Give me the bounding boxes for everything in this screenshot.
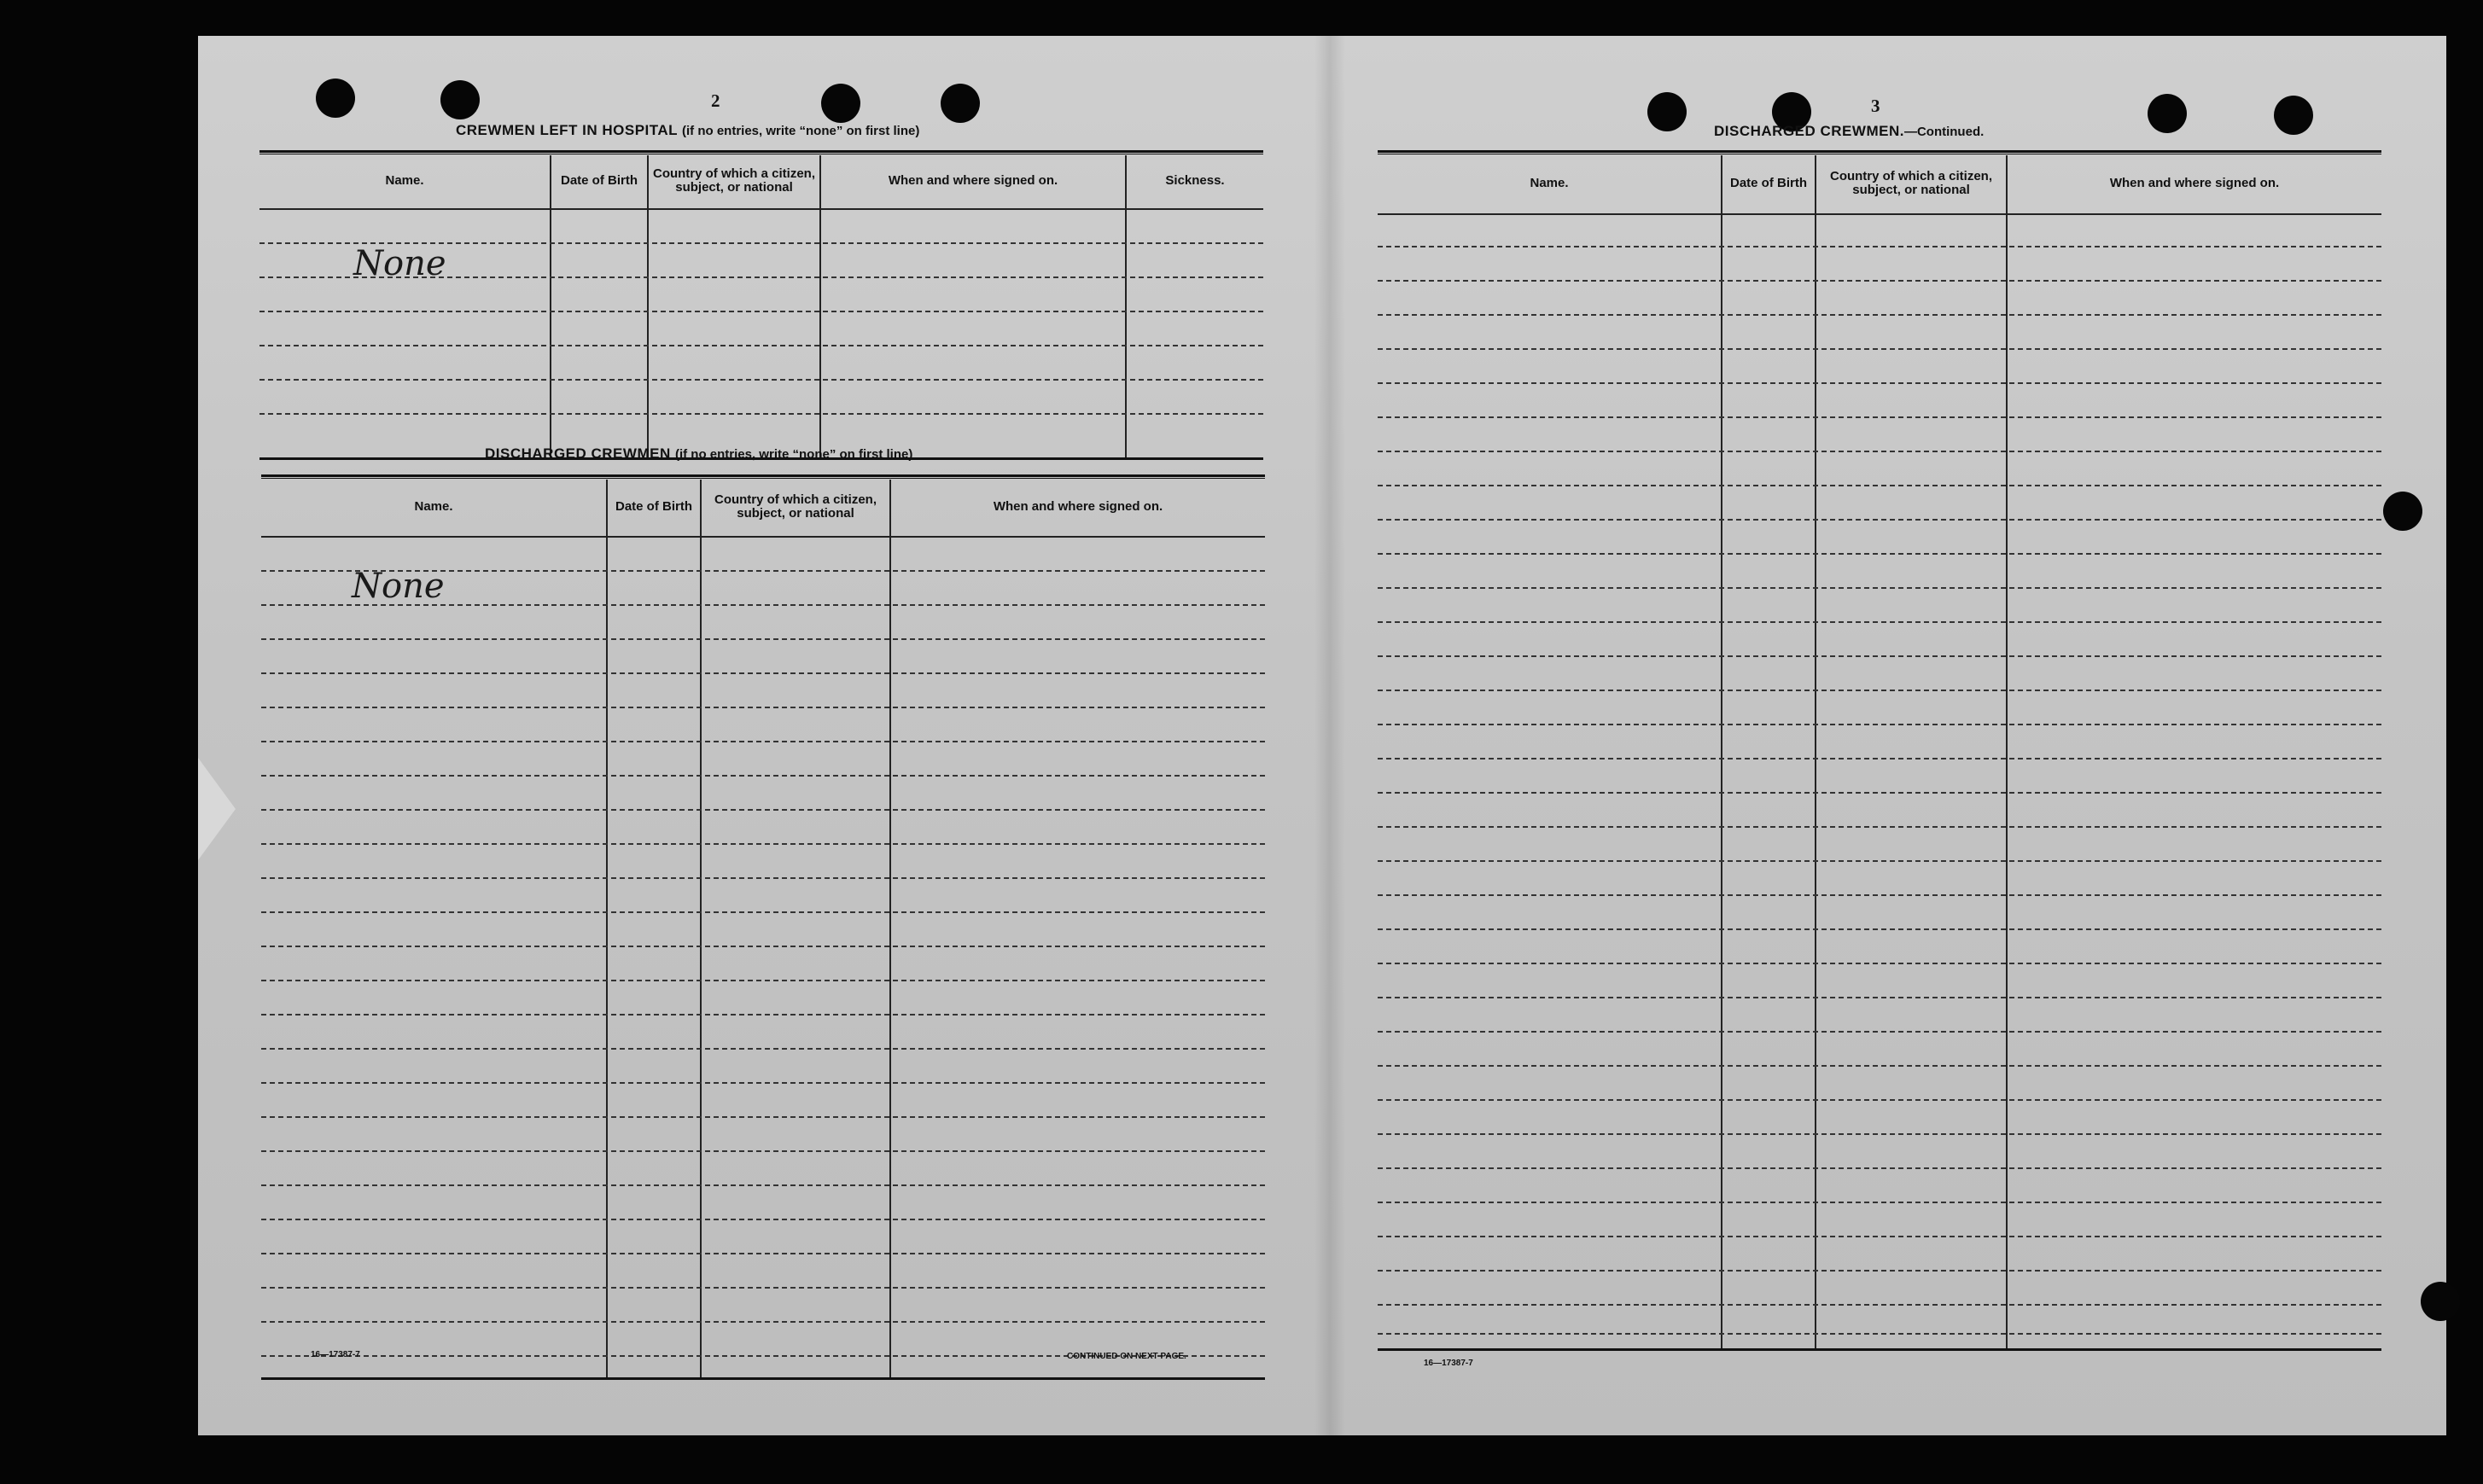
header-name: Name. — [385, 173, 424, 188]
handwritten-entry: None — [353, 244, 446, 283]
punch-hole — [316, 79, 355, 118]
header-country: Country of which a citizen, subject, or national — [714, 492, 877, 521]
discharged-continued-table — [1378, 150, 2381, 1353]
section-title-hospital — [456, 122, 919, 139]
discharged-note: (if no entries, write “none” on first line) — [674, 447, 913, 462]
hospital-note: (if no entries, write “none” on first line) — [682, 124, 920, 138]
hospital-title: CREWMEN LEFT IN HOSPITAL — [456, 122, 678, 138]
discharged-continued-title: DISCHARGED CREWMEN. — [1714, 123, 1904, 139]
section-title-discharged-continued — [1714, 123, 1984, 140]
header-dob: Date of Birth — [1730, 176, 1807, 190]
punch-hole — [2274, 96, 2313, 135]
header-dob: Date of Birth — [615, 499, 692, 514]
torn-flap — [198, 758, 236, 860]
punch-hole — [2383, 492, 2422, 531]
header-name: Name. — [414, 499, 453, 514]
hospital-table — [259, 150, 1263, 461]
form-number: 16—17387-7 — [311, 1350, 360, 1359]
continued-suffix: —Continued. — [1903, 125, 1985, 139]
header-country: Country of which a citizen, subject, or national — [1829, 169, 1992, 197]
page-number: 3 — [1871, 96, 1880, 116]
continued-note: CONTINUED ON NEXT PAGE. — [1067, 1352, 1186, 1361]
document-sheet — [198, 36, 2446, 1435]
header-sickness: Sickness. — [1165, 173, 1225, 188]
header-dob: Date of Birth — [561, 173, 638, 188]
punch-hole — [941, 84, 980, 123]
header-signed-on: When and where signed on. — [888, 173, 1058, 188]
page-number: 2 — [711, 90, 720, 111]
punch-hole — [2148, 94, 2187, 133]
discharged-title: DISCHARGED CREWMEN — [485, 445, 671, 462]
center-fold — [1314, 36, 1345, 1435]
punch-hole — [821, 84, 860, 123]
header-signed-on: When and where signed on. — [993, 499, 1163, 514]
header-name: Name. — [1530, 176, 1569, 190]
punch-hole — [1647, 92, 1687, 131]
handwritten-entry: None — [352, 567, 445, 606]
punch-hole — [2421, 1282, 2460, 1321]
form-number: 16—17387-7 — [1424, 1359, 1473, 1368]
punch-hole — [440, 80, 480, 119]
section-title-discharged — [485, 445, 912, 463]
header-signed-on: When and where signed on. — [2109, 176, 2280, 190]
discharged-table — [261, 474, 1265, 1381]
header-country: Country of which a citizen, subject, or national — [652, 166, 815, 195]
